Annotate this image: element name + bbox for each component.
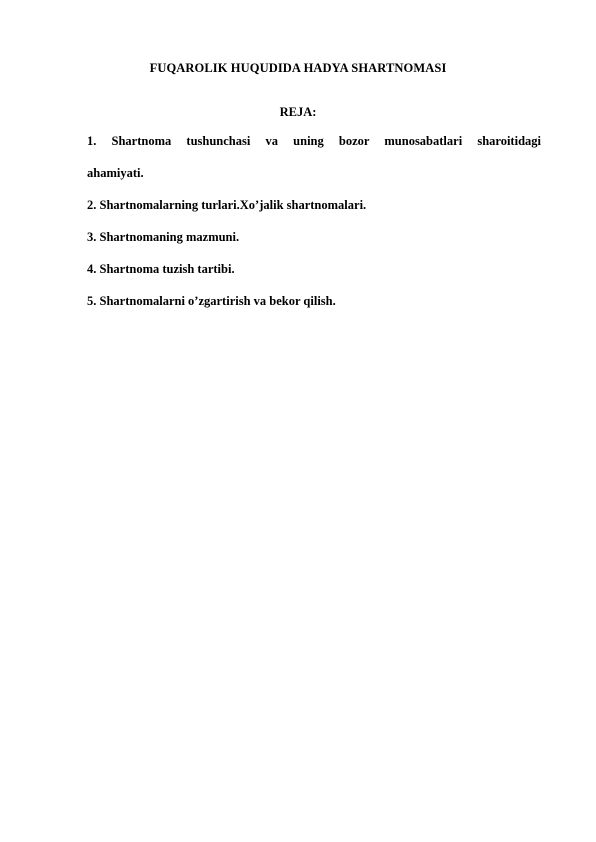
plan-item-4: 4. Shartnoma tuzish tartibi. — [87, 262, 235, 276]
plan-heading: REJA: — [279, 105, 317, 119]
plan-item-1-continuation: ahamiyati. — [87, 166, 144, 180]
plan-list — [87, 125, 541, 317]
plan-item-3: 3. Shartnomaning mazmuni. — [87, 230, 240, 244]
plan-item-1: 1. Shartnoma tushunchasi va uning bozor munosabatlari sharoitidagi — [87, 134, 541, 148]
document-title: FUQAROLIK HUQUDIDA HADYA SHARTNOMASI — [149, 61, 447, 75]
plan-item-2: 2. Shartnomalarning turlari.Xo’jalik shartnomalari. — [87, 198, 367, 212]
plan-item-5: 5. Shartnomalarni o’zgartirish va bekor qilish. — [87, 294, 336, 308]
